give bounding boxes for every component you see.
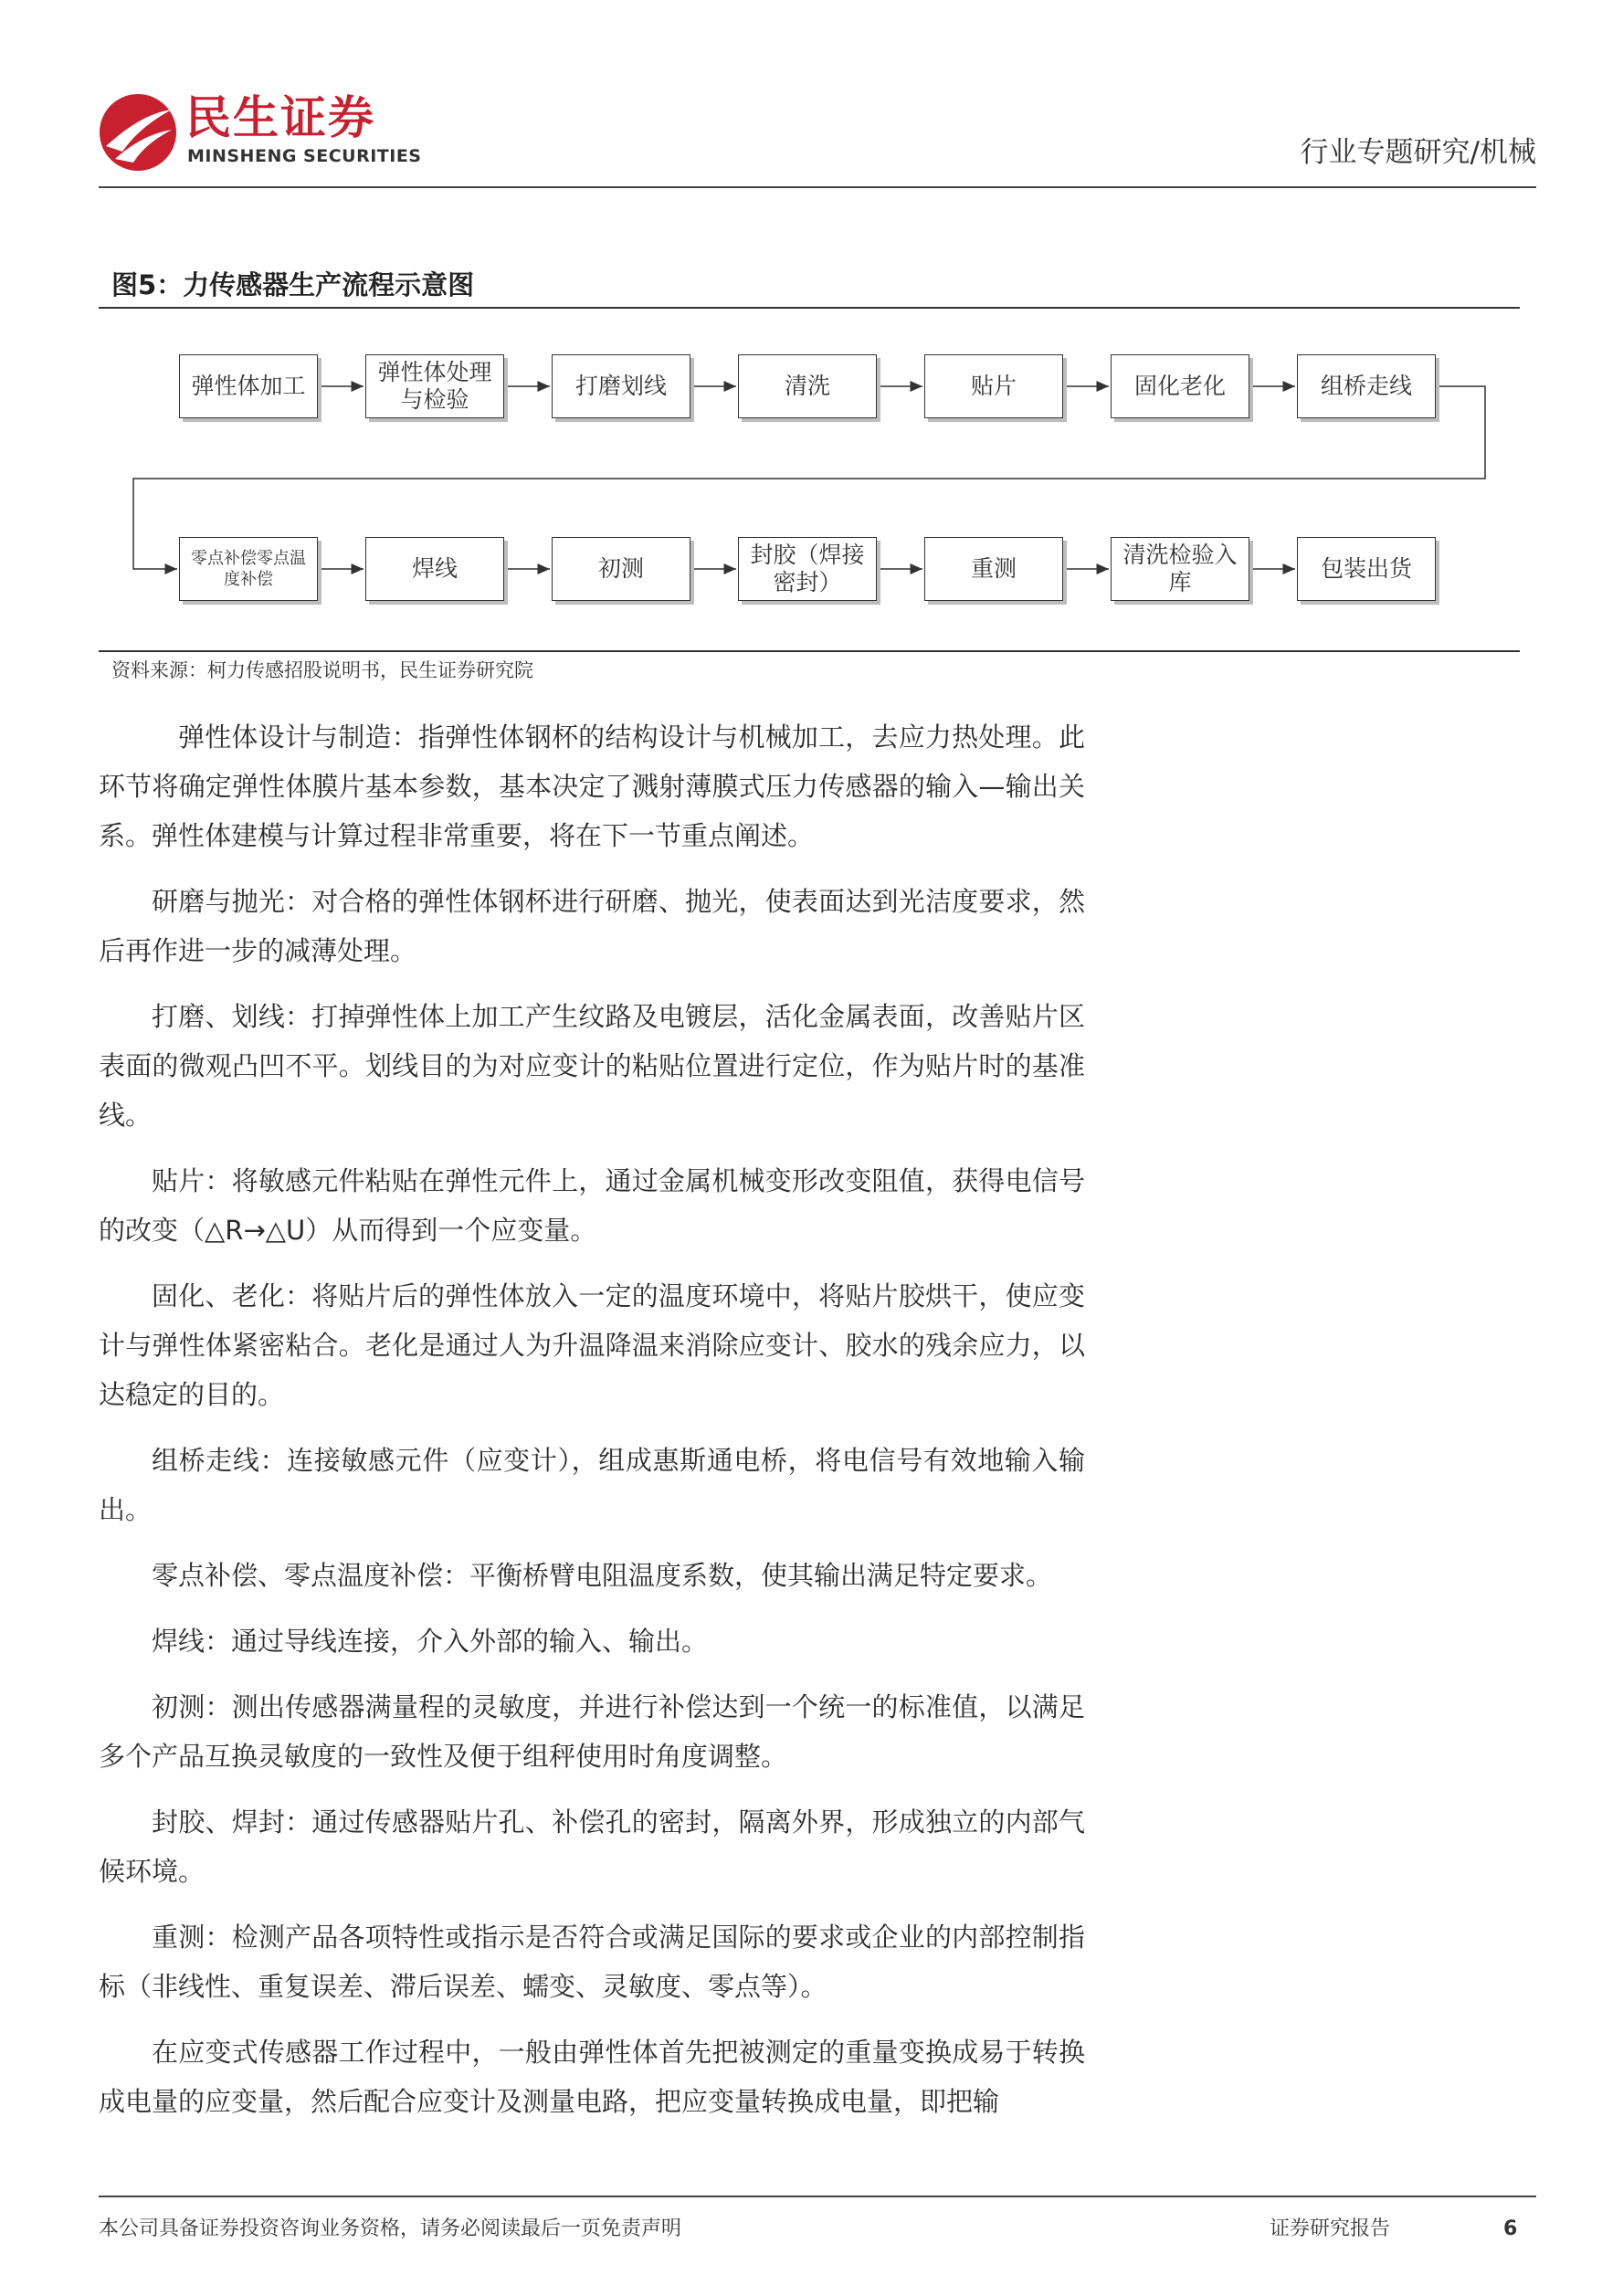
flow-step-7: 组桥走线 bbox=[1297, 354, 1436, 418]
paragraph: 零点补偿、零点温度补偿：平衡桥臂电阻温度系数，使其输出满足特定要求。 bbox=[152, 1560, 1053, 1591]
figure-source: 资料来源：柯力传感招股说明书，民生证券研究院 bbox=[111, 659, 533, 681]
flow-step-12: 重测 bbox=[924, 537, 1063, 601]
figure-title: 图5：力传感器生产流程示意图 bbox=[111, 269, 475, 300]
flow-step-6: 固化老化 bbox=[1111, 354, 1249, 418]
flow-step-13: 清洗检验入库 bbox=[1111, 537, 1249, 601]
figure-top-rule bbox=[99, 307, 1520, 309]
footer-divider bbox=[99, 2196, 1536, 2197]
flow-step-3: 打磨划线 bbox=[552, 354, 690, 418]
report-category: 行业专题研究/机械 bbox=[1300, 136, 1536, 169]
flowchart bbox=[99, 329, 1520, 630]
flow-step-5: 贴片 bbox=[924, 354, 1063, 418]
figure-bottom-rule bbox=[99, 650, 1520, 652]
flow-step-2: 弹性体处理与检验 bbox=[365, 354, 504, 418]
flow-step-1: 弹性体加工 bbox=[179, 354, 318, 418]
paragraph: 重测：检测产品各项特性或指示是否符合或满足国际的要求或企业的内部控制指标（非线性、重复误差、滞后误差、蠕变、灵敏度、零点等）。 bbox=[99, 1922, 1085, 2002]
flow-step-9: 焊线 bbox=[365, 537, 504, 601]
paragraph: 弹性体设计与制造：指弹性体钢杯的结构设计与机械加工，去应力热处理。此环节将确定弹性体膜片基本参数，基本决定了溅射薄膜式压力传感器的输入—输出关系。弹性体建模与计算过程非常重要，将在下一节重点阐述。 bbox=[99, 721, 1085, 851]
paragraph: 封胶、焊封：通过传感器贴片孔、补偿孔的密封，隔离外界，形成独立的内部气候环境。 bbox=[99, 1806, 1085, 1887]
flow-step-4: 清洗 bbox=[738, 354, 877, 418]
header-divider bbox=[99, 186, 1536, 188]
paragraph: 研磨与抛光：对合格的弹性体钢杯进行研磨、抛光，使表面达到光洁度要求，然后再作进一步的减薄处理。 bbox=[99, 886, 1085, 966]
paragraph: 贴片：将敏感元件粘贴在弹性元件上，通过金属机械变形改变阻值，获得电信号的改变（△R→△U）从而得到一个应变量。 bbox=[99, 1165, 1085, 1246]
flow-step-10: 初测 bbox=[552, 537, 690, 601]
paragraph: 在应变式传感器工作过程中，一般由弹性体首先把被测定的重量变换成易于转换成电量的应变量，然后配合应变计及测量电路，把应变量转换成电量，即把输 bbox=[99, 2037, 1085, 2117]
flow-step-14: 包装出货 bbox=[1297, 537, 1436, 601]
paragraph: 初测：测出传感器满量程的灵敏度，并进行补偿达到一个统一的标准值，以满足多个产品互换灵敏度的一致性及便于组秤使用时角度调整。 bbox=[99, 1691, 1085, 1772]
paragraph: 打磨、划线：打掉弹性体上加工产生纹路及电镀层，活化金属表面，改善贴片区表面的微观凸凹不平。划线目的为对应变计的粘贴位置进行定位，作为贴片时的基准线。 bbox=[99, 1001, 1085, 1131]
footer-disclaimer: 本公司具备证券投资咨询业务资格，请务必阅读最后一页免责声明 bbox=[99, 2217, 682, 2240]
paragraph: 组桥走线：连接敏感元件（应变计），组成惠斯通电桥，将电信号有效地输入输出。 bbox=[99, 1445, 1085, 1525]
flow-step-11: 封胶（焊接密封） bbox=[738, 537, 877, 601]
paragraph: 焊线：通过导线连接，介入外部的输入、输出。 bbox=[152, 1626, 709, 1657]
body-text bbox=[99, 712, 1085, 2143]
paragraph: 固化、老化：将贴片后的弹性体放入一定的温度环境中，将贴片胶烘干，使应变计与弹性体紧密粘合。老化是通过人为升温降温来消除应变计、胶水的残余应力，以达稳定的目的。 bbox=[99, 1280, 1085, 1410]
logo-text-cn: 民生证券 bbox=[185, 91, 375, 144]
logo-text-en: MINSHENG SECURITIES bbox=[187, 146, 422, 166]
page-number: 6 bbox=[1503, 2217, 1518, 2240]
logo-mark-icon bbox=[99, 93, 177, 172]
footer-report-type: 证券研究报告 bbox=[1270, 2217, 1391, 2240]
flow-step-8: 零点补偿零点温度补偿 bbox=[179, 537, 318, 601]
